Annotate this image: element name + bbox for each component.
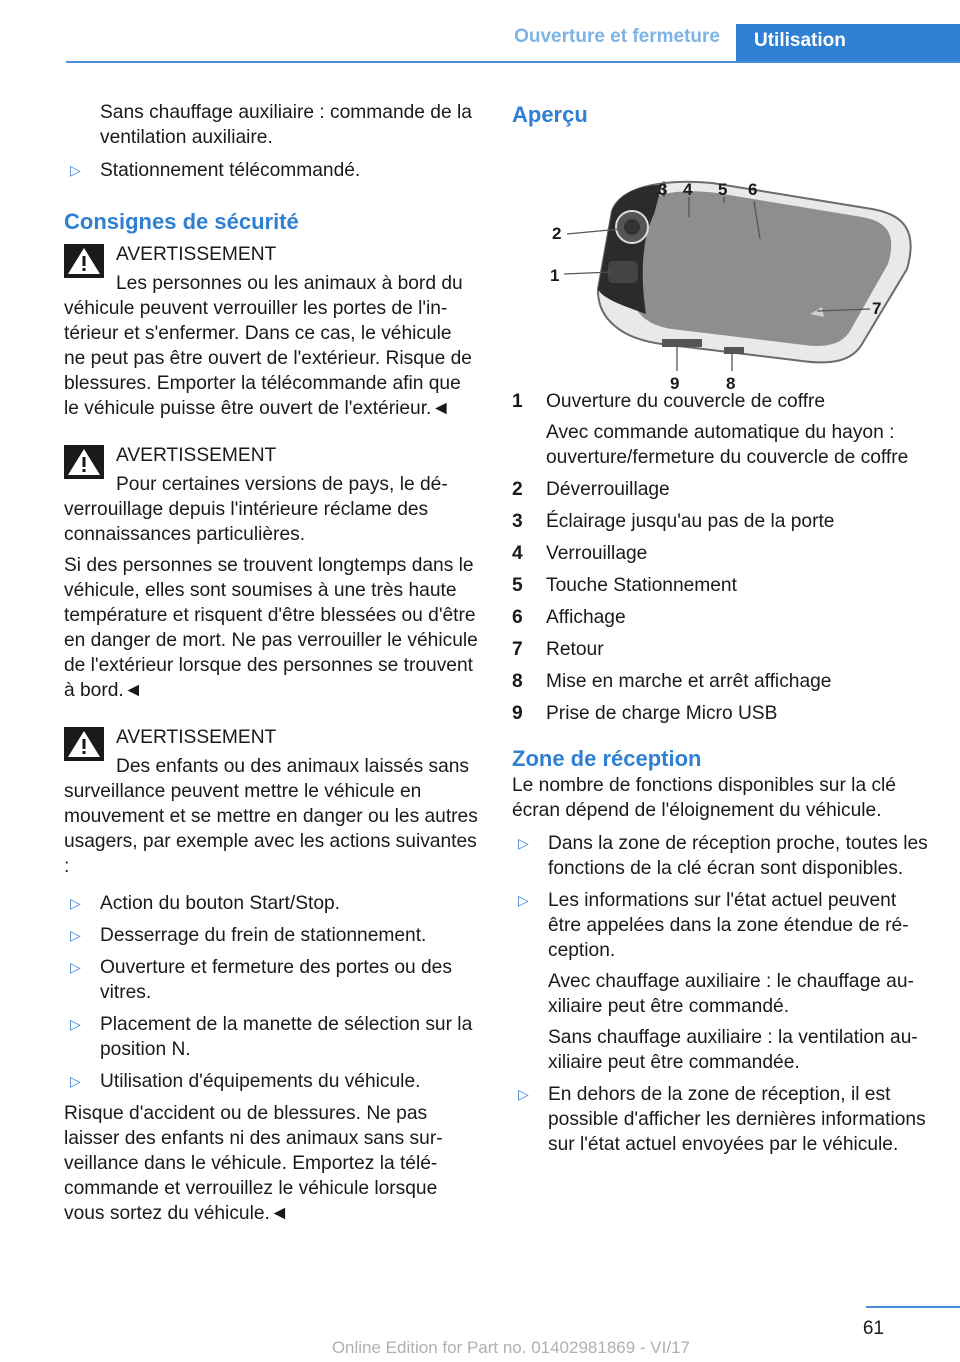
header-active-tab[interactable]: Utilisation bbox=[736, 24, 960, 62]
bullet-triangle-icon: ▷ bbox=[70, 162, 81, 178]
list-item: 4 Verrouillage bbox=[512, 543, 648, 564]
list-item: ▷ Placement de la manette de sélection sur la position N. bbox=[70, 1014, 473, 1060]
bullet-triangle-icon: ▷ bbox=[70, 959, 81, 975]
display-key-figure bbox=[512, 139, 930, 393]
warning-block-1 bbox=[64, 242, 478, 421]
list-item: ▷ Action du bouton Start/Stop. bbox=[70, 893, 341, 914]
display-key-illustration bbox=[512, 139, 930, 393]
intro-line: Sans chauffage auxiliaire : commande de la ventilation auxiliaire. bbox=[100, 102, 472, 148]
warning-text: Des enfants ou des animaux laissés sans surveillance peuvent mettre le véhicule en mouvement et se mettre en danger ou les autres usagers, par exemple avec les actions suivantes : bbox=[64, 756, 478, 877]
warning-triangle-icon bbox=[64, 727, 104, 761]
overview-heading: Aperçu bbox=[512, 102, 588, 127]
list-item: ▷ Dans la zone de réception proche, toutes les fonctions de la clé écran sont disponibles. bbox=[518, 833, 928, 879]
closing-paragraph: Risque d'accident ou de blessures. Ne pas laisser des enfants ni des animaux sans surveillance dans le véhicule. Emportez la télécommande et verrouillez le véhicule lorsque vous sortez du véhicule.◄ bbox=[64, 1103, 443, 1224]
warning-title: AVERTISSEMENT bbox=[116, 445, 277, 466]
zone-heading: Zone de réception bbox=[512, 746, 702, 771]
right-column bbox=[512, 100, 930, 1164]
list-item: ▷ Stationnement télécommandé. bbox=[70, 160, 361, 181]
safety-heading: Consignes de sécurité bbox=[64, 209, 299, 234]
list-item: ▷ Ouverture et fermeture des portes ou des vitres. bbox=[70, 957, 452, 1003]
actions-list bbox=[64, 891, 478, 1094]
figure-label-5: 5 bbox=[718, 180, 728, 199]
warning-block-2 bbox=[64, 443, 478, 703]
warning-title: AVERTISSEMENT bbox=[116, 727, 277, 748]
warning-title: AVERTISSEMENT bbox=[116, 244, 277, 265]
header-rule bbox=[66, 61, 960, 63]
list-item: 1 Ouverture du couvercle de coffre Avec commande automatique du hayon : ouverture/fermeture du couvercle de coffre bbox=[512, 391, 909, 468]
list-item: ▷ Les informations sur l'état actuel peuvent être appelées dans la zone étendue de réception. Avec chauffage auxiliaire : le chauffage auxiliaire peut être commandé. Sans chauffage auxiliaire : la ventilation auxiliaire peut être commandée. bbox=[518, 890, 918, 1073]
warning-triangle-icon bbox=[64, 244, 104, 278]
warning-block-3 bbox=[64, 725, 478, 879]
list-item: ▷ Utilisation d'équipements du véhicule. bbox=[70, 1071, 421, 1092]
list-item: 2 Déverrouillage bbox=[512, 479, 670, 500]
zone-intro: Le nombre de fonctions disponibles sur la clé écran dépend de l'éloignement du véhicule. bbox=[512, 775, 896, 821]
header-section-tab[interactable]: Ouverture et fermeture bbox=[514, 26, 720, 47]
warning-text: Les personnes ou les animaux à bord du véhicule peuvent verrouiller les portes de l'intérieur et s'enfermer. Dans ce cas, le véhicule ne peut pas être ouvert de l'extérieur. Risque de blessures. Emporter la télécommande afin que le véhicule puisse être ouvert de l'extérieur.◄ bbox=[64, 273, 472, 419]
list-item: 9 Prise de charge Micro USB bbox=[512, 703, 778, 724]
intro-bullets bbox=[64, 158, 478, 183]
list-item: 5 Touche Stationnement bbox=[512, 575, 737, 596]
figure-label-6: 6 bbox=[748, 180, 758, 199]
page-number: 61 bbox=[862, 1318, 884, 1339]
list-item: 7 Retour bbox=[512, 639, 604, 660]
bullet-triangle-icon: ▷ bbox=[70, 1073, 81, 1089]
list-item: 6 Affichage bbox=[512, 607, 626, 628]
list-item: ▷ Desserrage du frein de stationnement. bbox=[70, 925, 427, 946]
figure-label-2: 2 bbox=[552, 224, 562, 243]
bullet-triangle-icon: ▷ bbox=[518, 1086, 529, 1102]
page-header bbox=[0, 0, 960, 62]
bullet-triangle-icon: ▷ bbox=[518, 835, 529, 851]
figure-label-8: 8 bbox=[726, 374, 736, 393]
figure-label-4: 4 bbox=[683, 180, 693, 199]
left-column bbox=[64, 100, 478, 1226]
list-item: ▷ En dehors de la zone de réception, il est possible d'afficher les dernières informations sur l'état actuel envoyées par le véhicule. bbox=[518, 1084, 926, 1155]
figure-label-7: 7 bbox=[872, 299, 882, 318]
list-item: 8 Mise en marche et arrêt affichage bbox=[512, 671, 832, 692]
warning-text: Pour certaines versions de pays, le déverrouillage depuis l'intérieure réclame des connaissances particulières. bbox=[64, 474, 448, 545]
edition-footer: Online Edition for Part no. 01402981869 - VI/17 bbox=[331, 1338, 690, 1357]
warning-triangle-icon bbox=[64, 445, 104, 479]
figure-label-9: 9 bbox=[670, 374, 680, 393]
bullet-triangle-icon: ▷ bbox=[70, 895, 81, 911]
list-item: 3 Éclairage jusqu'au pas de la porte bbox=[512, 511, 835, 532]
figure-label-1: 1 bbox=[550, 266, 560, 285]
zone-bullets bbox=[512, 831, 930, 1157]
footer-rule bbox=[866, 1306, 960, 1308]
bullet-triangle-icon: ▷ bbox=[70, 1016, 81, 1032]
legend-list bbox=[512, 389, 930, 726]
bullet-triangle-icon: ▷ bbox=[70, 927, 81, 943]
bullet-triangle-icon: ▷ bbox=[518, 892, 529, 908]
warning-text-2: Si des personnes se trouvent longtemps dans le véhicule, elles sont soumises à une très haute température et risquent d'être blessées ou d'être en danger de mort. Ne pas verrouiller le véhicule de l'extérieur lorsque des personnes se trouvent à bord.◄ bbox=[64, 555, 478, 701]
figure-label-3: 3 bbox=[658, 180, 668, 199]
